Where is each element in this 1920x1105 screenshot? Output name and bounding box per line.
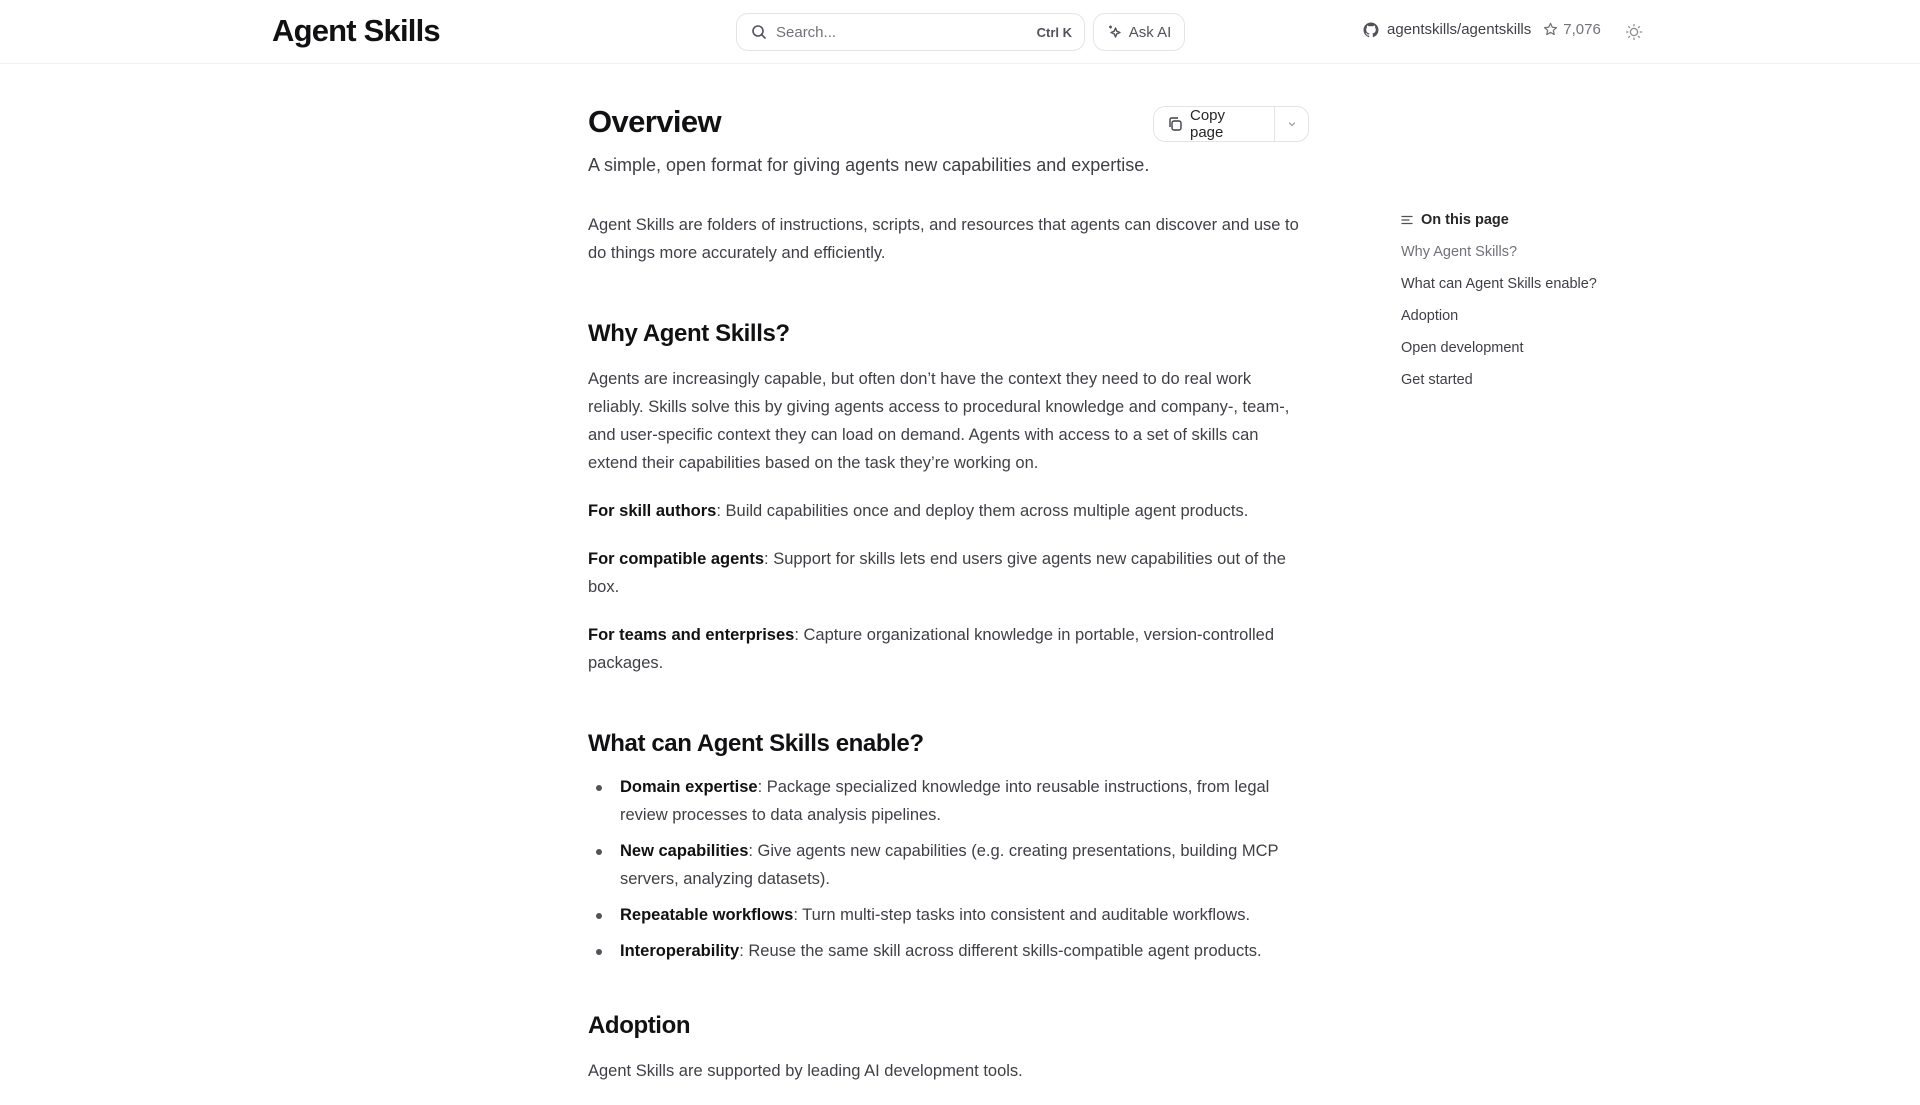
star-icon bbox=[1543, 22, 1558, 37]
list-item: Interoperability: Reuse the same skill across different skills-compatible agent products. bbox=[588, 937, 1309, 965]
copy-icon bbox=[1167, 116, 1183, 132]
main-content bbox=[588, 64, 1309, 1080]
toc-item-open-development[interactable]: Open development bbox=[1401, 340, 1524, 356]
copy-page-label: Copy page bbox=[1190, 107, 1226, 141]
heading-why-agent-skills: Why Agent Skills? bbox=[588, 320, 790, 347]
github-repo-name: agentskills/agentskills bbox=[1387, 21, 1532, 38]
list-item: Domain expertise: Package specialized knowledge into reusable instructions, from legal review processes to data analysis pipelines. bbox=[588, 773, 1309, 829]
ask-ai-button[interactable] bbox=[1093, 13, 1185, 51]
top-nav bbox=[0, 0, 1920, 64]
github-link[interactable] bbox=[1363, 21, 1601, 38]
toc-item-why-agent-skills[interactable]: Why Agent Skills? bbox=[1401, 244, 1518, 260]
page-title: Overview bbox=[588, 104, 722, 139]
toc-item-what-can-agent-skills-enable[interactable]: What can Agent Skills enable? bbox=[1401, 276, 1597, 292]
audience-point: For skill authors: Build capabilities once and deploy them across multiple agent products. bbox=[588, 502, 1249, 520]
heading-adoption: Adoption bbox=[588, 1012, 691, 1039]
star-count: 7,076 bbox=[1563, 21, 1601, 38]
list-item: New capabilities: Give agents new capabilities (e.g. creating presentations, building MCP servers, analyzing datasets). bbox=[588, 837, 1309, 893]
toc-item-adoption[interactable]: Adoption bbox=[1401, 308, 1459, 324]
capabilities-list bbox=[588, 773, 1309, 965]
page-subtitle: A simple, open format for giving agents new capabilities and expertise. bbox=[588, 155, 1150, 175]
adoption-paragraph: Agent Skills are supported by leading AI development tools. bbox=[588, 1062, 1023, 1080]
chevron-down-icon bbox=[1287, 119, 1297, 129]
title-row bbox=[588, 64, 1309, 175]
copy-page-button-group bbox=[1153, 106, 1309, 142]
list-icon bbox=[1401, 214, 1413, 226]
heading-what-can-agent-skills-enable: What can Agent Skills enable? bbox=[588, 730, 924, 757]
intro-paragraph: Agent Skills are folders of instructions, scripts, and resources that agents can discover and use to do things more accurately and efficiently. bbox=[588, 216, 1299, 262]
search-placeholder[interactable]: Search... bbox=[776, 23, 837, 41]
github-icon bbox=[1363, 22, 1379, 38]
audience-term: For skill authors bbox=[588, 502, 717, 520]
toc-item-get-started[interactable]: Get started bbox=[1401, 372, 1473, 388]
ask-ai-label: Ask AI bbox=[1128, 23, 1172, 41]
copy-page-button[interactable] bbox=[1154, 107, 1275, 141]
search-shortcut: Ctrl K bbox=[1036, 24, 1072, 40]
theme-toggle-button[interactable] bbox=[1623, 21, 1645, 43]
audience-term: For teams and enterprises bbox=[588, 626, 795, 644]
audience-point: For teams and enterprises: Capture organizational knowledge in portable, version-controlled packages. bbox=[588, 626, 1275, 672]
audience-point: For compatible agents: Support for skills lets end users give agents new capabilities out of the box. bbox=[588, 550, 1286, 596]
on-this-page-nav bbox=[1401, 209, 1641, 401]
toc-heading: On this page bbox=[1401, 209, 1641, 231]
audience-term: For compatible agents bbox=[588, 550, 765, 568]
search-box[interactable] bbox=[736, 13, 1085, 51]
search-icon bbox=[751, 24, 767, 40]
github-stars bbox=[1543, 21, 1601, 38]
sun-icon bbox=[1625, 23, 1643, 41]
site-logo[interactable]: Agent Skills bbox=[272, 13, 440, 48]
why-paragraph: Agents are increasingly capable, but often don’t have the context they need to do real work reliably. Skills solve this by giving agents access to procedural knowledge and company-, team-, and user-specific context they can load on demand. Agents with access to a set of skills can extend their capabilities based on the task they’re working on. bbox=[588, 370, 1290, 472]
sparkle-icon bbox=[1107, 24, 1123, 40]
copy-page-dropdown-button[interactable] bbox=[1275, 107, 1308, 141]
list-item: Repeatable workflows: Turn multi-step tasks into consistent and auditable workflows. bbox=[588, 901, 1309, 929]
article-body bbox=[588, 211, 1309, 1105]
